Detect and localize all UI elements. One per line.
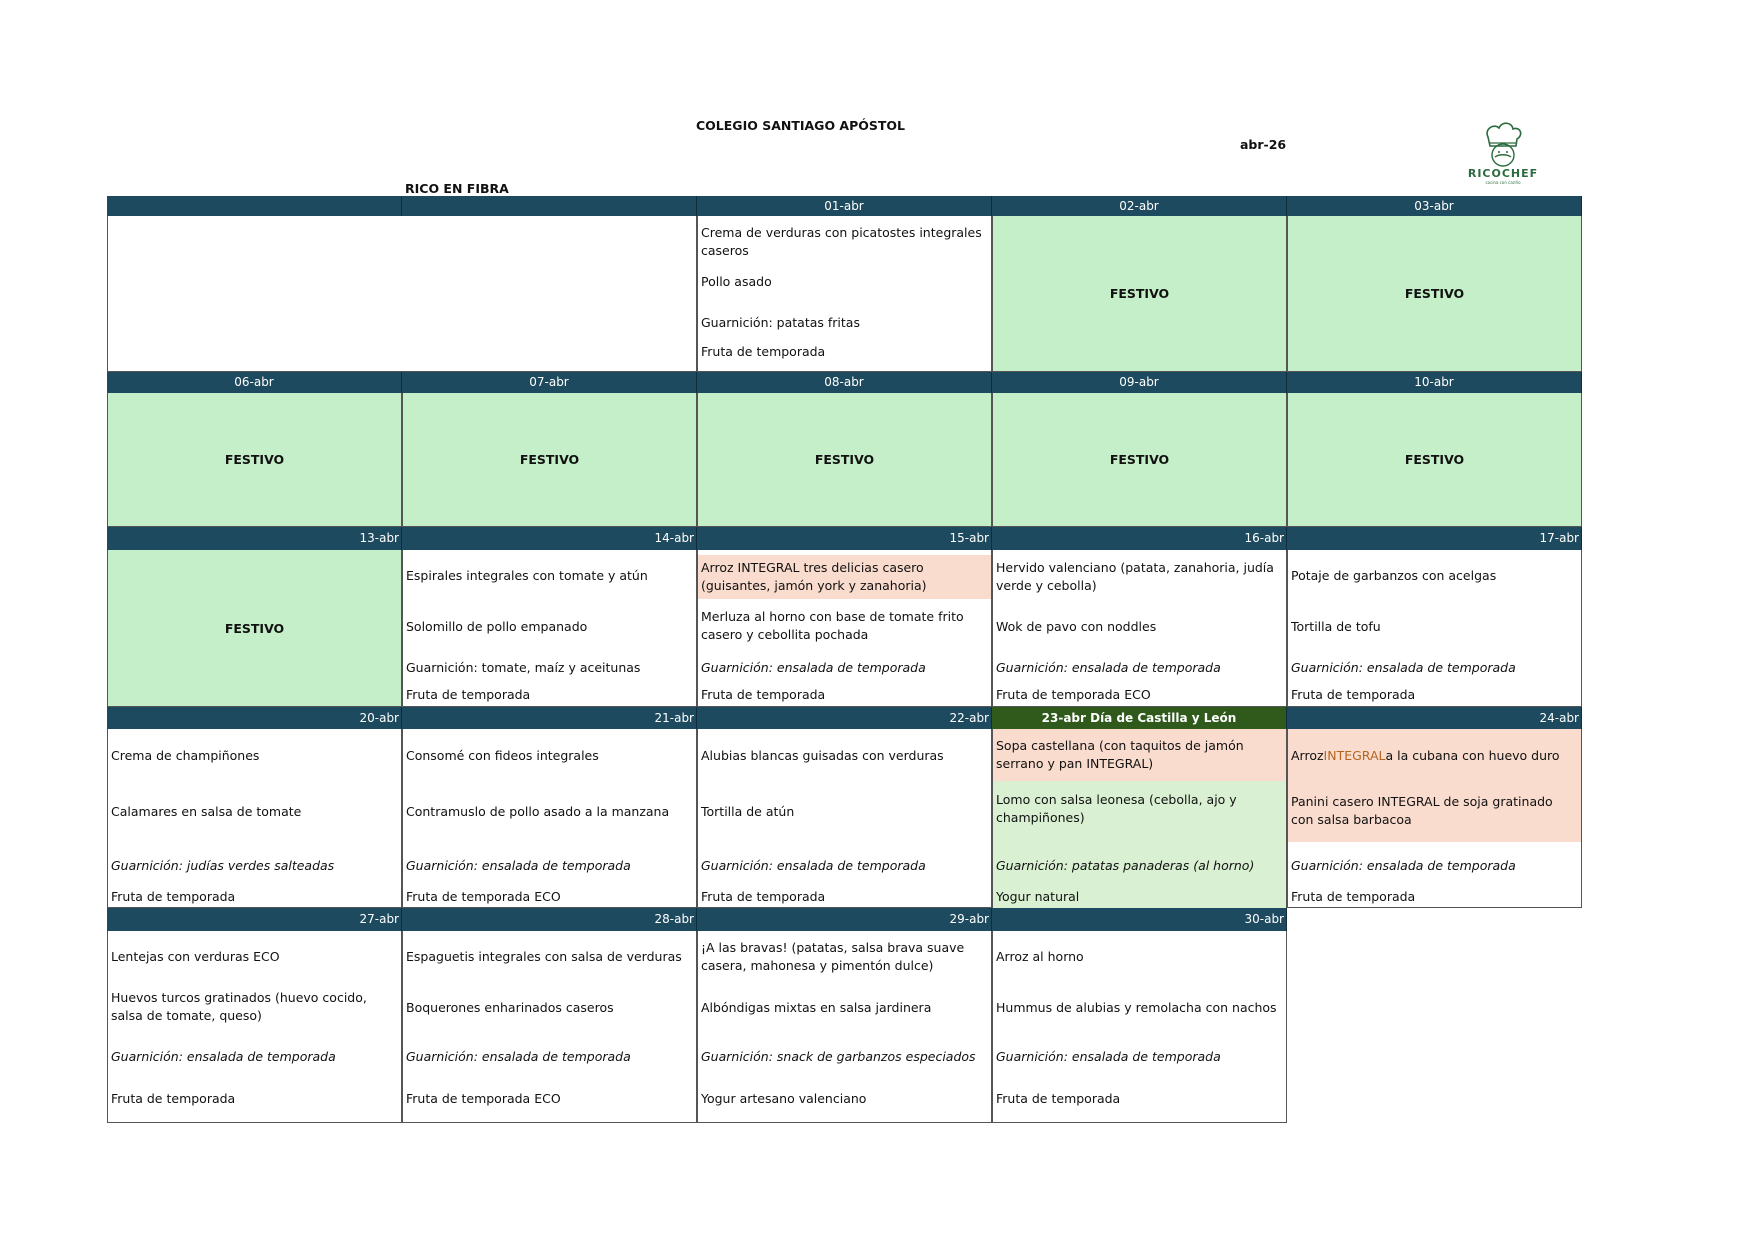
- menu-side: Guarnición: ensalada de temporada: [996, 660, 1221, 675]
- day-header: 06-abr: [107, 372, 402, 393]
- menu-side: Guarnición: patatas panaderas (al horno): [996, 858, 1255, 873]
- month-label: abr-26: [1240, 137, 1287, 152]
- logo-tagline: cocina con cariño: [1485, 180, 1521, 185]
- menu-dessert: Fruta de temporada ECO: [996, 687, 1151, 702]
- day-header-holiday: 23-abr Día de Castilla y León: [992, 707, 1287, 729]
- holiday-cell: FESTIVO: [402, 393, 697, 527]
- menu-dessert: Yogur natural: [996, 889, 1080, 904]
- menu-first-course: Consomé con fideos integrales: [406, 748, 599, 763]
- day-cell: [697, 931, 992, 1123]
- menu-side: Guarnición: ensalada de temporada: [406, 1049, 631, 1064]
- menu-second-course: Pollo asado: [701, 274, 772, 289]
- day-cell: [1287, 729, 1582, 908]
- day-cell: [107, 729, 402, 908]
- school-title: COLEGIO SANTIAGO APÓSTOL: [696, 118, 906, 133]
- menu-first-course: Espirales integrales con tomate y atún: [406, 568, 648, 583]
- day-cell-empty: [1287, 931, 1582, 1123]
- menu-second-course: Huevos turcos gratinados (huevo cocido, salsa de tomate, queso): [111, 990, 367, 1023]
- day-header: [107, 196, 402, 216]
- menu-second-course: Tortilla de tofu: [1291, 619, 1381, 634]
- week-1: [107, 196, 1582, 372]
- day-cell: [402, 550, 697, 707]
- menu-first-course: Sopa castellana (con taquitos de jamón serrano y pan INTEGRAL): [993, 729, 1286, 781]
- day-header: 14-abr: [402, 527, 697, 550]
- menu-side: Guarnición: ensalada de temporada: [1291, 858, 1516, 873]
- menu-side: Guarnición: judías verdes salteadas: [111, 858, 335, 873]
- day-header: 15-abr: [697, 527, 992, 550]
- day-cell: [992, 729, 1287, 908]
- day-header: [402, 196, 697, 216]
- day-cell: [1287, 550, 1582, 707]
- menu-first-course: Lentejas con verduras ECO: [111, 949, 280, 964]
- menu-second-course: Boquerones enharinados caseros: [406, 1000, 614, 1015]
- menu-second-course: Tortilla de atún: [701, 804, 795, 819]
- holiday-cell: FESTIVO: [1287, 216, 1582, 372]
- menu-first-course: Hervido valenciano (patata, zanahoria, judía verde y cebolla): [996, 560, 1274, 593]
- menu-second-course: Wok de pavo con noddles: [996, 619, 1157, 634]
- holiday-cell: FESTIVO: [992, 216, 1287, 372]
- week-3: [107, 527, 1582, 707]
- day-header: 24-abr: [1287, 707, 1582, 729]
- menu-calendar: [107, 196, 1582, 1123]
- menu-dessert: Fruta de temporada: [701, 687, 826, 702]
- day-cell: [697, 216, 992, 372]
- menu-second-course: Solomillo de pollo empanado: [406, 619, 588, 634]
- holiday-cell: FESTIVO: [1287, 393, 1582, 527]
- menu-dessert: Fruta de temporada: [111, 889, 236, 904]
- day-header: 01-abr: [697, 196, 992, 216]
- day-cell-empty: [402, 216, 697, 372]
- day-header: 27-abr: [107, 908, 402, 931]
- week-4: [107, 707, 1582, 908]
- day-cell: [992, 550, 1287, 707]
- menu-text: Arroz: [1291, 748, 1324, 763]
- day-cell: [107, 931, 402, 1123]
- menu-second-course: Albóndigas mixtas en salsa jardinera: [701, 1000, 932, 1015]
- menu-side: Guarnición: ensalada de temporada: [996, 1049, 1221, 1064]
- menu-side: Guarnición: tomate, maíz y aceitunas: [406, 660, 641, 675]
- menu-dessert: Fruta de temporada: [701, 344, 826, 359]
- day-cell: [992, 931, 1287, 1123]
- day-header: 21-abr: [402, 707, 697, 729]
- menu-dessert: Fruta de temporada: [996, 1091, 1121, 1106]
- diet-label: RICO EN FIBRA: [405, 181, 509, 196]
- day-header: 29-abr: [697, 908, 992, 931]
- menu-first-course: Alubias blancas guisadas con verduras: [701, 748, 944, 763]
- day-header: 30-abr: [992, 908, 1287, 931]
- week-2: [107, 372, 1582, 527]
- menu-second-course: Contramuslo de pollo asado a la manzana: [406, 804, 670, 819]
- menu-dessert: Fruta de temporada: [701, 889, 826, 904]
- day-cell: [697, 550, 992, 707]
- day-header: 16-abr: [992, 527, 1287, 550]
- day-header: 22-abr: [697, 707, 992, 729]
- day-header: 20-abr: [107, 707, 402, 729]
- menu-dessert: Fruta de temporada: [406, 687, 531, 702]
- day-cell: [697, 729, 992, 908]
- logo-brand: RICOCHEF: [1467, 167, 1539, 180]
- holiday-cell: FESTIVO: [992, 393, 1287, 527]
- menu-first-course: Crema de verduras con picatostes integrales caseros: [701, 225, 982, 258]
- day-cell: [402, 931, 697, 1123]
- menu-second-course: Lomo con salsa leonesa (cebolla, ajo y champiñones): [993, 781, 1286, 908]
- day-header: 17-abr: [1287, 527, 1582, 550]
- menu-first-course: Espaguetis integrales con salsa de verduras: [406, 949, 682, 964]
- day-header: 02-abr: [992, 196, 1287, 216]
- holiday-cell: FESTIVO: [107, 550, 402, 707]
- menu-dessert: Yogur artesano valenciano: [701, 1091, 867, 1106]
- menu-first-course: Arroz al horno: [996, 949, 1084, 964]
- menu-dessert: Fruta de temporada: [1291, 687, 1416, 702]
- chef-icon: [1466, 119, 1540, 169]
- day-cell: [402, 729, 697, 908]
- menu-dessert: Fruta de temporada: [111, 1091, 236, 1106]
- day-header: 07-abr: [402, 372, 697, 393]
- menu-dessert: Fruta de temporada: [1291, 889, 1416, 904]
- menu-side: Guarnición: ensalada de temporada: [701, 858, 926, 873]
- menu-second-course: Hummus de alubias y remolacha con nachos: [996, 1000, 1277, 1015]
- menu-side: Guarnición: ensalada de temporada: [701, 660, 926, 675]
- day-header: 09-abr: [992, 372, 1287, 393]
- ricochef-logo: [1466, 119, 1540, 185]
- menu-highlight-word: INTEGRAL: [1323, 748, 1386, 763]
- menu-second-course: Panini casero INTEGRAL de soja gratinado con salsa barbacoa: [1291, 794, 1553, 827]
- menu-first-course: Potaje de garbanzos con acelgas: [1291, 568, 1497, 583]
- day-header-empty: [1287, 908, 1582, 931]
- menu-dessert: Fruta de temporada ECO: [406, 889, 561, 904]
- menu-text: a la cubana con huevo duro: [1385, 748, 1560, 763]
- holiday-cell: FESTIVO: [697, 393, 992, 527]
- menu-first-course: [1288, 745, 1581, 767]
- holiday-cell: FESTIVO: [107, 393, 402, 527]
- day-header: 13-abr: [107, 527, 402, 550]
- menu-side: Guarnición: snack de garbanzos especiados: [701, 1049, 976, 1064]
- menu-side: Guarnición: ensalada de temporada: [1291, 660, 1516, 675]
- menu-dessert: Fruta de temporada ECO: [406, 1091, 561, 1106]
- day-header: 28-abr: [402, 908, 697, 931]
- day-header: 03-abr: [1287, 196, 1582, 216]
- menu-side: Guarnición: ensalada de temporada: [406, 858, 631, 873]
- menu-first-course: Crema de champiñones: [111, 748, 260, 763]
- menu-side: Guarnición: ensalada de temporada: [111, 1049, 336, 1064]
- day-header: 10-abr: [1287, 372, 1582, 393]
- menu-first-course: Arroz INTEGRAL tres delicias casero (guisantes, jamón york y zanahoria): [698, 555, 991, 599]
- day-header: 08-abr: [697, 372, 992, 393]
- menu-second-course: Merluza al horno con base de tomate frito casero y cebollita pochada: [701, 609, 964, 642]
- menu-side: Guarnición: patatas fritas: [701, 315, 860, 330]
- day-cell-empty: [107, 216, 402, 372]
- menu-first-course: ¡A las bravas! (patatas, salsa brava suave casera, mahonesa y pimentón dulce): [701, 940, 965, 973]
- menu-second-course: Calamares en salsa de tomate: [111, 804, 302, 819]
- week-5: [107, 908, 1582, 1123]
